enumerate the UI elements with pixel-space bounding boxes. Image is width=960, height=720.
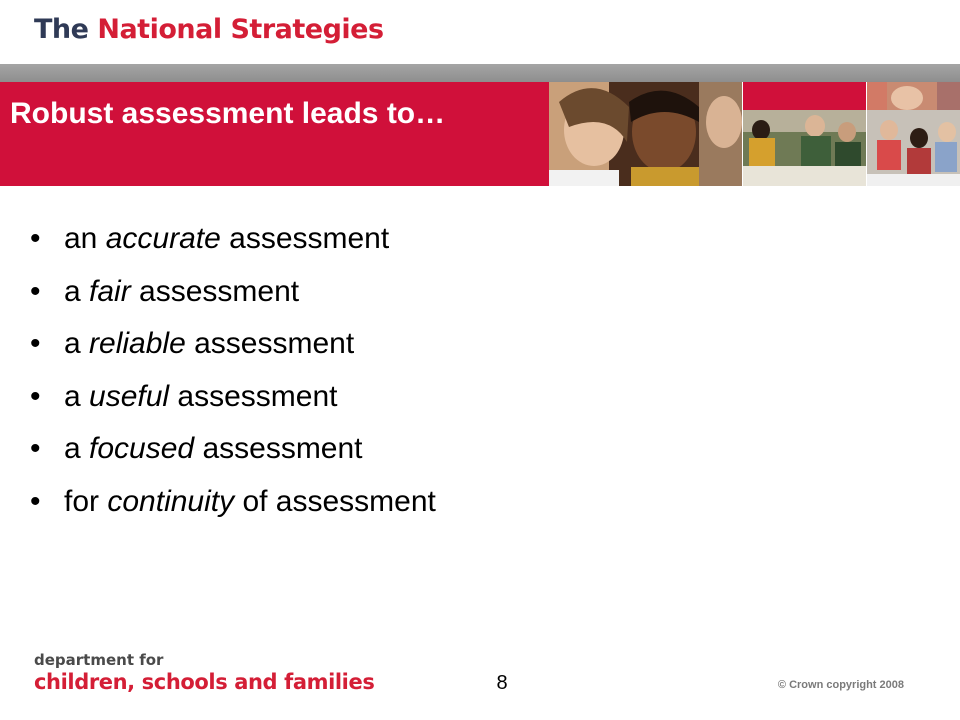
bullet-text: of assessment: [234, 484, 436, 518]
bullet-text: a: [64, 432, 90, 465]
logo-word-the: The: [34, 14, 89, 45]
bullet-text: a: [64, 274, 90, 308]
dcsf-logo-line1: department for: [34, 651, 164, 669]
bullet-item: [30, 479, 436, 532]
bullet-item: [30, 426, 436, 479]
bullet-text: assessment: [220, 222, 390, 255]
group-of-students-photo: [867, 110, 960, 186]
bullet-emphasis: useful: [89, 379, 170, 413]
bullet-glyph: •: [30, 432, 41, 465]
bullet-text: for: [64, 484, 108, 518]
bullet-text: assessment: [185, 327, 355, 360]
classroom-photo: [743, 110, 866, 186]
bullet-emphasis: accurate: [105, 222, 221, 255]
bullet-text: assessment: [194, 432, 363, 465]
header-divider-bar: [0, 64, 960, 82]
bullet-text: a: [64, 327, 90, 360]
bullet-text: assessment: [169, 379, 338, 413]
assessment-outcomes-list: [30, 216, 436, 531]
logo-word-national-strategies: National Strategies: [97, 14, 384, 45]
bullet-emphasis: reliable: [89, 327, 186, 360]
dcsf-logo: [34, 652, 374, 695]
bullet-glyph: •: [30, 379, 41, 413]
collage-red-tile: [743, 82, 866, 110]
bullet-glyph: •: [30, 484, 41, 518]
bullet-item: [30, 216, 436, 269]
bullet-emphasis: focused: [89, 432, 195, 465]
bullet-text: an: [64, 222, 106, 255]
bullet-item: [30, 321, 436, 374]
bullet-emphasis: continuity: [107, 484, 235, 518]
slide-number: 8: [496, 672, 508, 694]
bullet-glyph: •: [30, 274, 41, 308]
bullet-item: [30, 269, 436, 322]
national-strategies-logo: [34, 14, 384, 45]
student-photo-small: [867, 82, 960, 110]
dcsf-logo-line2: children, schools and families: [34, 670, 375, 694]
bullet-emphasis: fair: [89, 274, 131, 308]
students-photo-main: [549, 82, 742, 186]
bullet-text: assessment: [130, 274, 300, 308]
bullet-text: a: [64, 379, 90, 413]
bullet-glyph: •: [30, 327, 41, 360]
bullet-glyph: •: [30, 222, 41, 255]
bullet-item: [30, 374, 436, 427]
copyright-notice: © Crown copyright 2008: [777, 679, 904, 691]
slide-title: Robust assessment leads to…: [10, 97, 446, 130]
